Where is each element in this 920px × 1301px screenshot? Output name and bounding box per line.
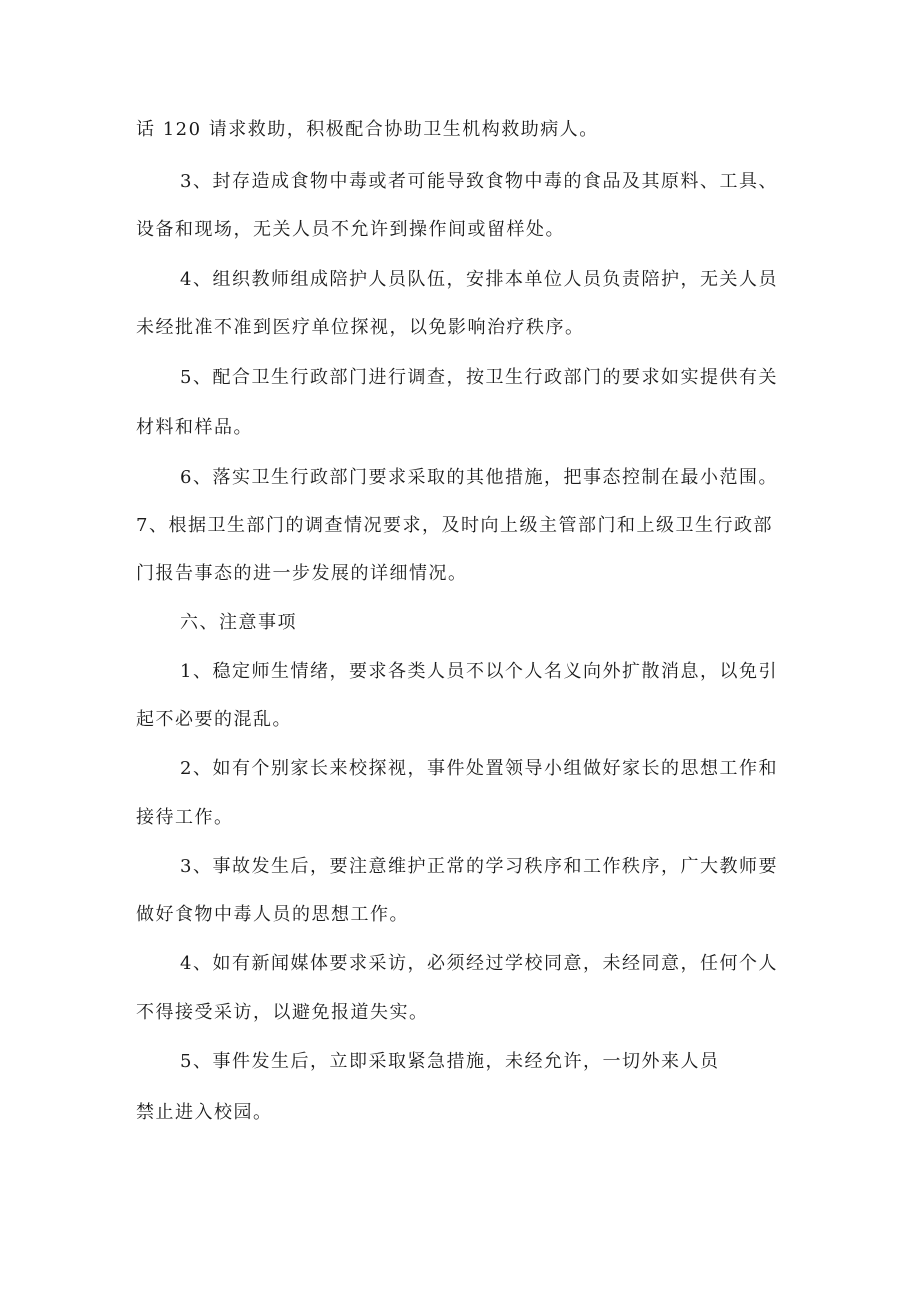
text-line: 设备和现场，无关人员不允许到操作间或留样处。 [136,219,565,240]
text-line: 4、如有新闻媒体要求采访，必须经过学校同意，未经同意，任何个人 [180,953,778,974]
text-line: 2、如有个别家长来校探视，事件处置领导小组做好家长的思想工作和 [180,758,778,779]
text-line: 5、事件发生后，立即采取紧急措施，未经允许，一切外来人员 [180,1051,720,1072]
text-line: 4、组织教师组成陪护人员队伍，安排本单位人员负责陪护，无关人员 [180,269,778,290]
text-line: 7、根据卫生部门的调查情况要求，及时向上级主管部门和上级卫生行政部 [136,515,773,536]
text-line: 话 120 请求救助，积极配合协助卫生机构救助病人。 [136,119,599,140]
text-line: 材料和样品。 [136,417,253,438]
text-line: 3、封存造成食物中毒或者可能导致食物中毒的食品及其原料、工具、 [180,171,778,192]
text-line: 6、落实卫生行政部门要求采取的其他措施，把事态控制在最小范围。 [180,467,778,488]
text-line: 不得接受采访，以避免报道失实。 [136,1002,429,1023]
text-line: 3、事故发生后，要注意维护正常的学习秩序和工作秩序，广大教师要 [180,856,778,877]
text-line: 禁止进入校园。 [136,1102,273,1123]
text-line: 1、稳定师生情绪，要求各类人员不以个人名义向外扩散消息，以免引 [180,661,778,682]
text-line: 门报告事态的进一步发展的详细情况。 [136,563,468,584]
text-line: 接待工作。 [136,807,234,828]
section-heading: 六、注意事项 [180,612,297,633]
text-line: 5、配合卫生行政部门进行调查，按卫生行政部门的要求如实提供有关 [180,367,778,388]
text-line: 未经批准不准到医疗单位探视，以免影响治疗秩序。 [136,317,585,338]
text-line: 起不必要的混乱。 [136,709,292,730]
text-line: 做好食物中毒人员的思想工作。 [136,904,409,925]
